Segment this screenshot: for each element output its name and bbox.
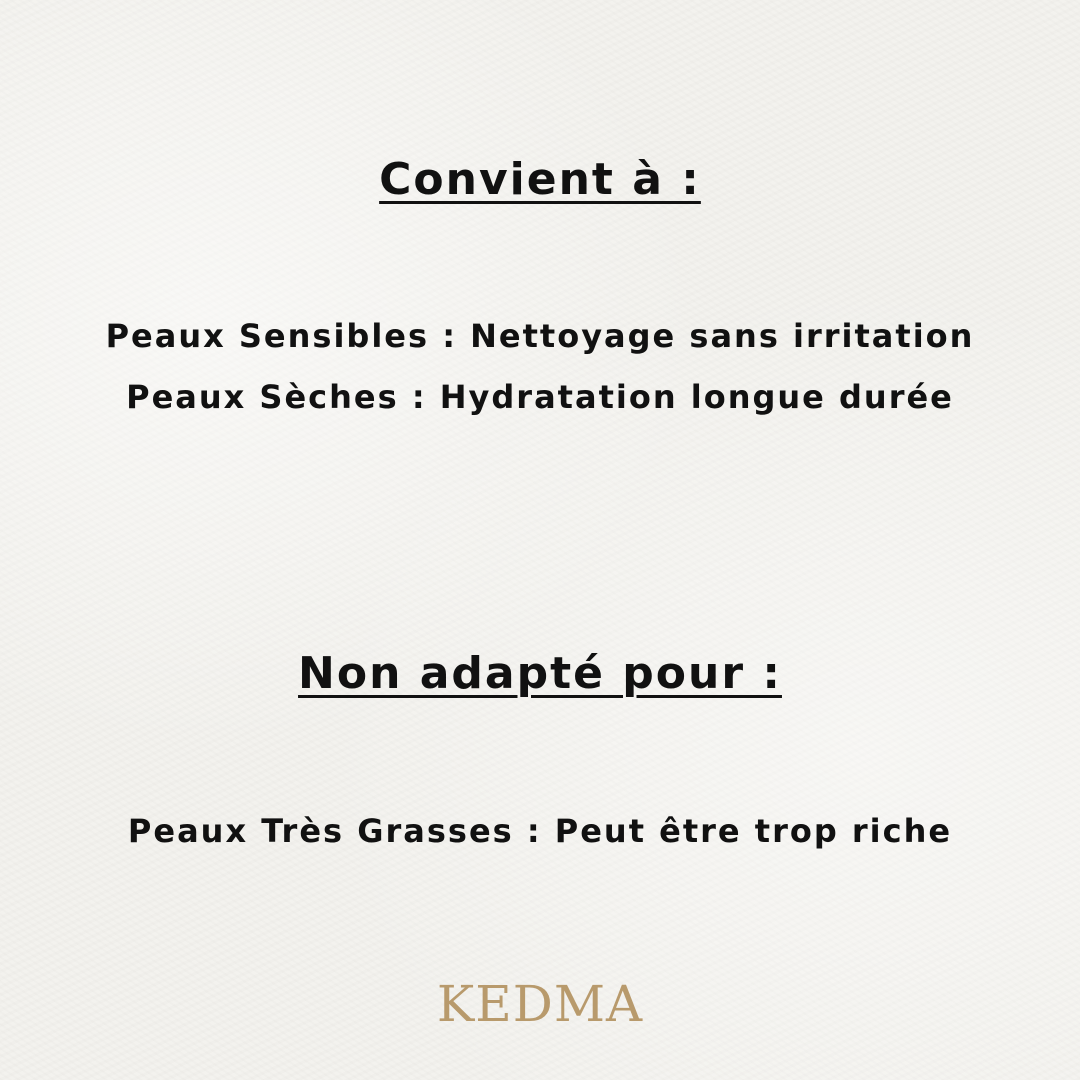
suitable-heading-text: Convient à : — [379, 154, 701, 205]
unsuitable-heading-text: Non adapté pour : — [298, 648, 782, 699]
unsuitable-item-oily-skin: Peaux Très Grasses : Peut être trop riche — [127, 812, 953, 850]
suitable-heading — [0, 154, 1080, 206]
unsuitable-heading — [0, 648, 1080, 700]
suitable-item-dry-skin: Peaux Sèches : Hydratation longue durée — [126, 378, 954, 416]
brand-logo: KEDMA — [436, 975, 644, 1033]
suitable-item-sensitive-skin: Peaux Sensibles : Nettoyage sans irritation — [105, 317, 975, 355]
